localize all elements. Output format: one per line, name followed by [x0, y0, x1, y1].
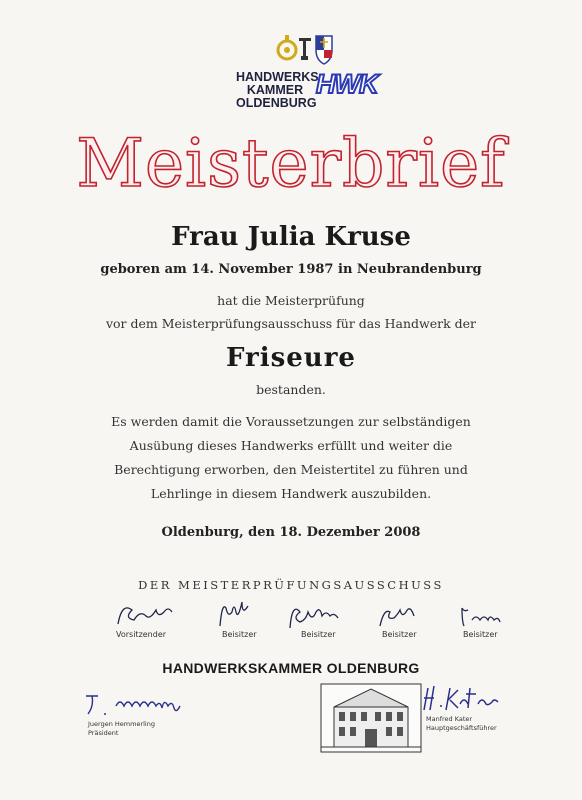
- chamber-emblem: [276, 30, 336, 66]
- manager-signature: [420, 682, 530, 714]
- role-label: Beisitzer: [463, 630, 498, 639]
- body-paragraph-line: Lehrlinge in diesem Handwerk auszubilden.: [150, 486, 432, 501]
- recipient-birth: geboren am 14. November 1987 in Neubrandenburg: [100, 262, 482, 277]
- role-label: Vorsitzender: [116, 630, 167, 639]
- role-label: Beisitzer: [382, 630, 417, 639]
- logo-line-3: OLDENBURG: [236, 96, 317, 110]
- signature-assessor-4: [462, 608, 500, 626]
- trade-name: Friseure: [226, 343, 356, 373]
- logo-line-1: HANDWERKS: [236, 70, 319, 84]
- role-label: Beisitzer: [301, 630, 336, 639]
- signature-assessor-1: [220, 602, 248, 626]
- committee-heading: DER MEISTERPRÜFUNGSAUSSCHUSS: [138, 578, 444, 592]
- hwk-badge: HWK: [316, 69, 378, 99]
- signature-chair: [118, 608, 172, 624]
- signature-assessor-2: [290, 609, 338, 628]
- manager-title: Hauptgeschäftsführer: [426, 724, 497, 732]
- signature-assessor-3: [380, 609, 414, 626]
- manager-block: [426, 715, 546, 733]
- exam-line-1: hat die Meisterprüfung: [217, 293, 365, 308]
- president-name: Juergen Hemmerling: [88, 720, 155, 728]
- recipient-name: Frau Julia Kruse: [171, 222, 411, 252]
- body-paragraph-line: Berechtigung erworben, den Meistertitel zu führen und: [114, 462, 468, 477]
- passed-text: bestanden.: [256, 382, 326, 397]
- chamber-logo-text: [236, 70, 319, 110]
- body-paragraph-line: Ausübung dieses Handwerks erfüllt und weiter die: [129, 438, 453, 453]
- chamber-building-illustration: [320, 683, 422, 753]
- exam-line-2: vor dem Meisterprüfungsausschuss für das Handwerk der: [105, 316, 477, 331]
- logo-line-2: KAMMER: [246, 83, 304, 97]
- manager-name: Manfred Kater: [426, 715, 473, 723]
- president-title: Präsident: [88, 729, 119, 737]
- certificate-title: Meisterbrief: [76, 125, 506, 202]
- president-block: [88, 720, 208, 738]
- place-and-date: Oldenburg, den 18. Dezember 2008: [161, 525, 421, 540]
- body-paragraph-line: Es werden damit die Voraussetzungen zur selbständigen: [111, 414, 471, 429]
- chamber-heading: HANDWERKSKAMMER OLDENBURG: [162, 660, 420, 676]
- president-signature: [82, 688, 222, 718]
- role-label: Beisitzer: [222, 630, 257, 639]
